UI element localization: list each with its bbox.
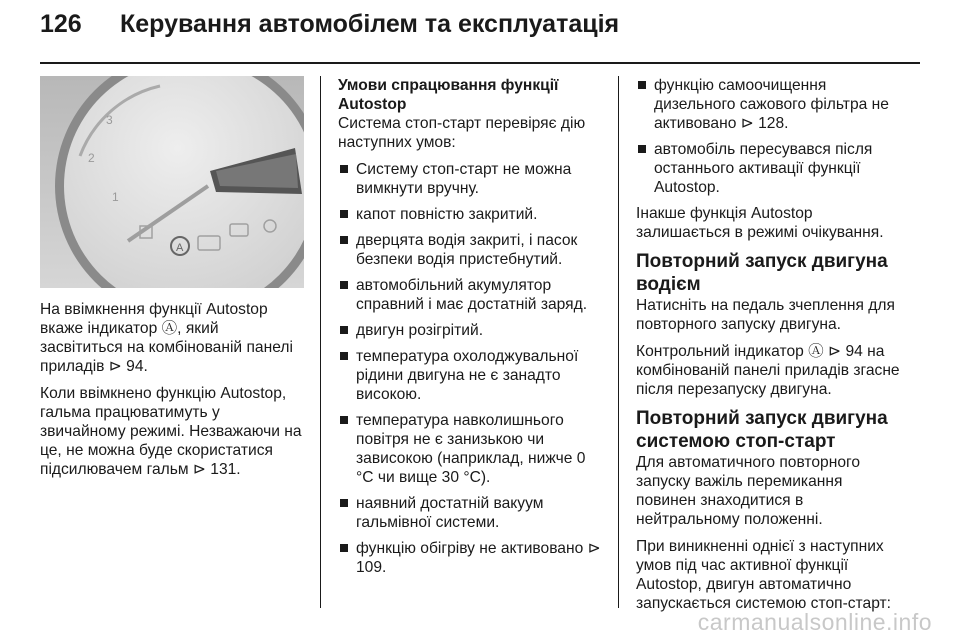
svg-text:A: A: [176, 242, 184, 254]
paragraph: При виникненні однієї з наступних умов під час активної функції Autostop, двигун автоматично запускається системою стоп-старт:: [636, 538, 891, 612]
svg-text:3: 3: [106, 113, 113, 127]
instrument-cluster-illustration: [40, 76, 304, 288]
list-item: капот повністю закритий.: [338, 205, 602, 224]
list-item: автомобіль пересувався після останнього активації функції Autostop.: [636, 140, 904, 197]
paragraph: Система стоп-старт перевіряє дію наступних умов:: [338, 115, 586, 151]
page-header: [40, 10, 619, 50]
conditions-list: [636, 76, 904, 197]
paragraph: Контрольний індикатор Ⓐ ⊳ 94 на комбінованій панелі приладів згасне після перезапуску двигуна.: [636, 343, 900, 398]
paragraph: Інакше функція Autostop залишається в режимі очікування.: [636, 205, 884, 241]
list-item: температура охолоджувальної рідини двигуна не є занадто високою.: [338, 347, 602, 404]
list-item: дверцята водія закриті, і пасок безпеки водія пристебнутий.: [338, 231, 602, 269]
svg-text:2: 2: [88, 151, 95, 165]
svg-text:1: 1: [112, 190, 119, 204]
list-item: наявний достатній вакуум гальмівної системи.: [338, 494, 602, 532]
paragraph: Коли ввімкнено функцію Autostop, гальма працюватимуть у звичайному режимі. Незважаючи на це, не можна буде скористатися підсилювачем гальм ⊳ 131.: [40, 385, 302, 478]
conditions-list: [338, 160, 602, 577]
list-item: функцію самоочищення дизельного сажового фільтра не активовано ⊳ 128.: [636, 76, 904, 133]
instrument-cluster-image: [40, 76, 304, 288]
paragraph: Натисніть на педаль зчеплення для повторного запуску двигуна.: [636, 297, 895, 333]
page-title: Керування автомобілем та експлуатація: [120, 10, 620, 38]
column-3: [636, 76, 904, 621]
list-item: двигун розігрітий.: [338, 321, 602, 340]
section-heading: Повторний запуск двигуна системою стоп-старт: [636, 408, 888, 452]
paragraph: Для автоматичного повторного запуску важіль перемикання повинен знаходитися в нейтральному положенні.: [636, 454, 861, 528]
paragraph: На ввімкнення функції Autostop вкаже індикатор Ⓐ, який засвітиться на комбінованій панелі приладів ⊳ 94.: [40, 301, 293, 375]
page-number: 126: [40, 10, 82, 38]
list-item: автомобільний акумулятор справний і має достатній заряд.: [338, 276, 602, 314]
section-heading: Умови спрацювання функції Autostop: [338, 77, 559, 113]
list-item: Систему стоп-старт не можна вимкнути вручну.: [338, 160, 602, 198]
header-rule: [40, 62, 920, 64]
section-heading: Повторний запуск двигуна водієм: [636, 251, 888, 295]
list-item: температура навколишнього повітря не є занизькою чи зависокою (наприклад, нижче 0 °C чи вище 30 °C).: [338, 411, 602, 487]
column-divider: [320, 76, 321, 608]
column-2: [338, 76, 602, 584]
watermark: carmanualsonline.info: [697, 609, 932, 635]
list-item: функцію обігріву не активовано ⊳ 109.: [338, 539, 602, 577]
column-divider: [618, 76, 619, 608]
column-1: [40, 76, 304, 487]
